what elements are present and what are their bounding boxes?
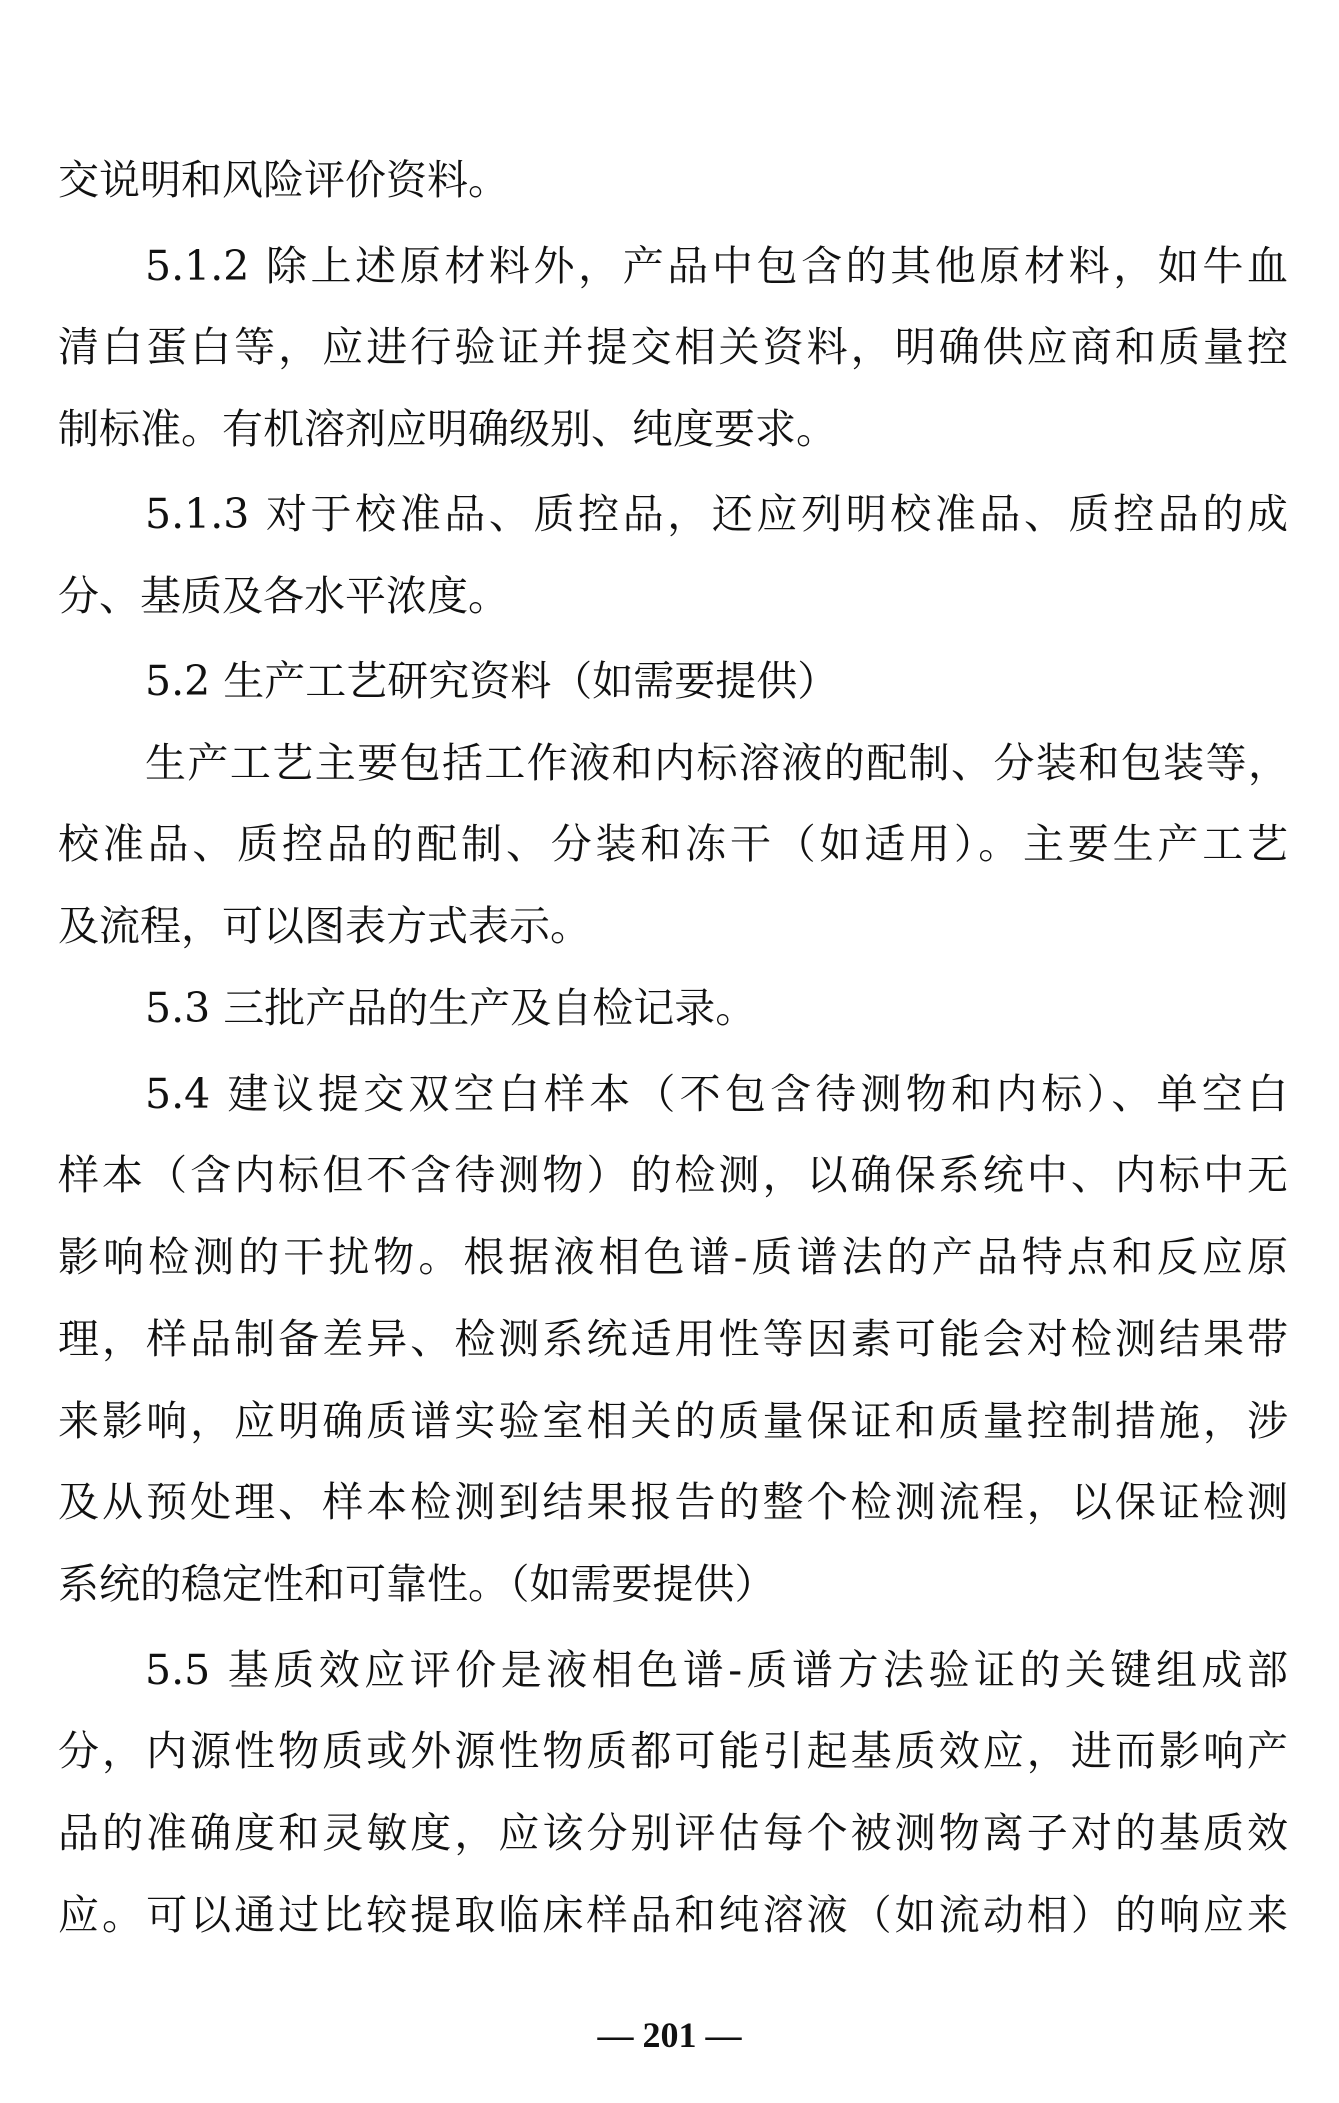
text-line: 来影响，应明确质谱实验室相关的质量保证和质量控制措施，涉 — [58, 1397, 1288, 1445]
text-line: 样本（含内标但不含待测物）的检测，以确保系统中、内标中无 — [58, 1151, 1288, 1199]
text-line: 校准品、质控品的配制、分装和冻干（如适用）。主要生产工艺 — [58, 820, 1288, 868]
text-line: 5.1.2 除上述原材料外，产品中包含的其他原材料，如牛血 — [145, 242, 1288, 290]
section-heading: 5.2 生产工艺研究资料（如需要提供） — [145, 657, 839, 705]
text-line: 品的准确度和灵敏度，应该分别评估每个被测物离子对的基质效 — [58, 1809, 1288, 1857]
text-line: 分、基质及各水平浓度。 — [58, 572, 509, 620]
page-number: — 201 — — [597, 2015, 742, 2055]
text-line: 影响检测的干扰物。根据液相色谱-质谱法的产品特点和反应原 — [58, 1233, 1288, 1281]
text-line: 应。可以通过比较提取临床样品和纯溶液（如流动相）的响应来 — [58, 1891, 1288, 1939]
text-line: 制标准。有机溶剂应明确级别、纯度要求。 — [58, 405, 837, 453]
text-line: 5.4 建议提交双空白样本（不包含待测物和内标）、单空白 — [145, 1070, 1288, 1118]
text-line: 生产工艺主要包括工作液和内标溶液的配制、分装和包装等， — [145, 739, 1288, 787]
text-line: 理，样品制备差异、检测系统适用性等因素可能会对检测结果带 — [58, 1315, 1288, 1363]
text-line: 交说明和风险评价资料。 — [58, 156, 509, 204]
text-line: 5.5 基质效应评价是液相色谱-质谱方法验证的关键组成部 — [145, 1646, 1288, 1694]
text-line: 清白蛋白等，应进行验证并提交相关资料，明确供应商和质量控 — [58, 323, 1288, 371]
text-line: 及流程，可以图表方式表示。 — [58, 902, 591, 950]
text-line: 5.3 三批产品的生产及自检记录。 — [145, 984, 757, 1032]
text-line: 及从预处理、样本检测到结果报告的整个检测流程，以保证检测 — [58, 1478, 1288, 1526]
text-line: 5.1.3 对于校准品、质控品，还应列明校准品、质控品的成 — [145, 490, 1288, 538]
text-line: 系统的稳定性和可靠性。（如需要提供） — [58, 1560, 776, 1608]
text-line: 分，内源性物质或外源性物质都可能引起基质效应，进而影响产 — [58, 1727, 1288, 1775]
